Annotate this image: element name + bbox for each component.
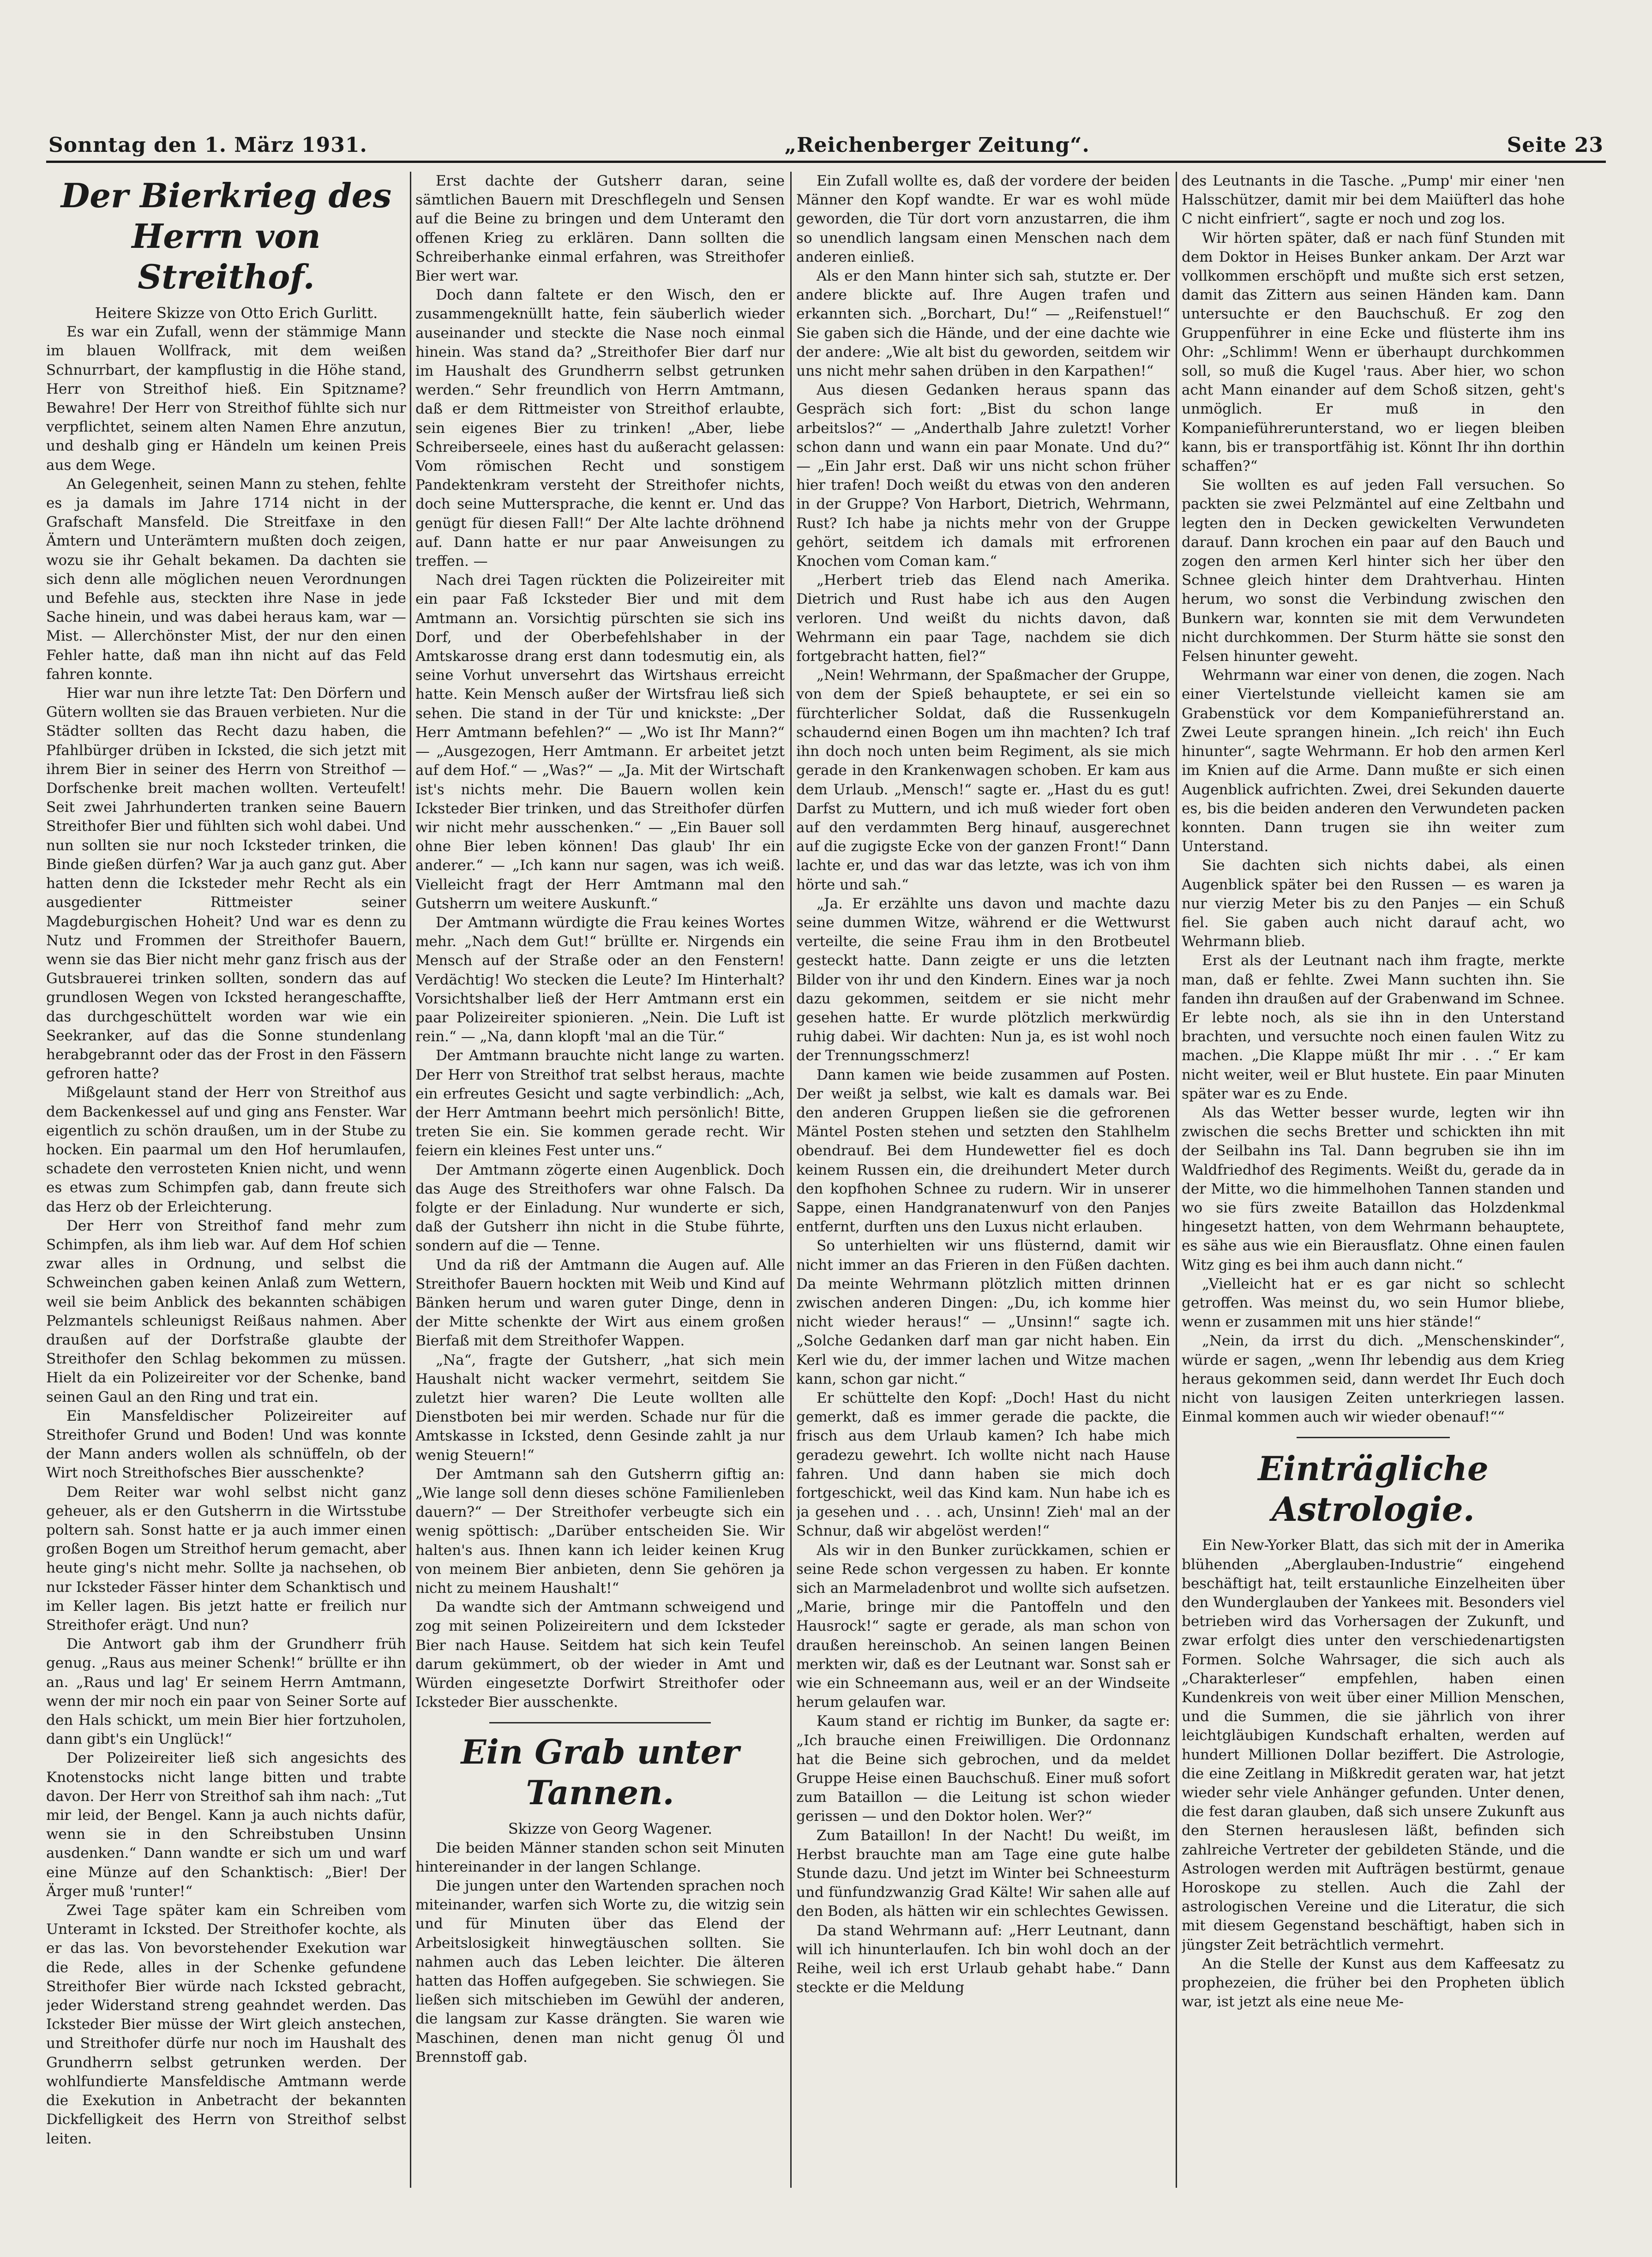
paragraph: „Nein, da irrst du dich. „Menschenskinder“, würde er sagen, „wenn Ihr lebendig aus dem Krieg heraus gekommen seid, dann werdet Ihr Euch doch nicht von lausigen Zeiten unterkriegen lassen. Einmal kommen auch wir wieder obenauf!““ <box>1182 1333 1565 1426</box>
paragraph: „Vielleicht hat er es gar nicht so schlecht getroffen. Was meinst du, wo sein Humor bliebe, wenn er zusammen mit uns hier stände!“ <box>1182 1275 1565 1331</box>
article-body-grab-part1 <box>415 1839 785 2067</box>
paragraph: Aus diesen Gedanken heraus spann das Gespräch sich fort: „Bist du schon lange arbeitslos?“ — „Anderthalb Jahre zuletzt! Vorher schon dann und wann ein paar Monate. Und du?“ — „Ein Jahr erst. Daß wir uns nicht schon früher hier trafen! Doch weißt du etwas von den anderen in der Gruppe? Von Harbort, Dietrich, Wehrmann, Rust? Ich habe ja nichts mehr von der Gruppe gehört, seitdem ich damals mit erfrorenen Knochen vom Coman kam.“ <box>796 382 1170 570</box>
article-byline-grab-unter-tannen: Skizze von Georg Wagener. <box>508 1820 713 1838</box>
column-rule <box>790 172 792 2188</box>
paragraph: Da stand Wehrmann auf: „Herr Leutnant, dann will ich hinunterlaufen. Ich bin wohl doch an der Reihe, weil ich erst Urlaub gehabt habe.“ Dann steckte er die Meldung <box>796 1922 1170 1996</box>
column-rule <box>410 172 411 2188</box>
paragraph: Ein Mansfeldischer Polizeireiter auf Streithofer Grund und Boden! Und was konnte der Mann anders wollen als schnüffeln, ob der Wirt noch Streithofsches Bier ausschenkte? <box>46 1407 406 1482</box>
paragraph: Der Amtmann zögerte einen Augenblick. Doch das Auge des Streithofers war ohne Falsch. Da folgte er der Einladung. Nur wunderte er sich, daß der Gutsherr ihn nicht in die Stube führte, sondern auf die — Tenne. <box>415 1161 785 1255</box>
paragraph: An Gelegenheit, seinen Mann zu stehen, fehlte es ja damals im Jahre 1714 nicht in der Grafschaft Mansfeld. Die Streitfaxe in den Ämtern und Unterämtern mußten doch zeigen, wozu sie ihr Gehalt bekamen. Da dachten sie sich denn alle möglichen neuen Verordnungen und Befehle aus, steckten ihre Nase in jede Sache hinein, und was dabei heraus kam, war — Mist. — Allerchönster Mist, der nur den einen Fehler hatte, daß man ihn nicht auf das Feld fahren konnte. <box>46 475 406 683</box>
column-rule <box>1176 172 1177 2188</box>
article-body-astrologie <box>1182 1536 1565 2011</box>
paragraph: Die jungen unter den Wartenden sprachen noch miteinander, warfen sich Worte zu, die witzig sein und für Minuten über das Elend der Arbeitslosigkeit hinwegtäuschen sollten. Sie nahmen auch das Leben leichter. Die älteren hatten das Hoffen aufgegeben. Sie schwiegen. Sie ließen sich mitschieben im Gewühl der anderen, die langsam zur Kasse drängten. Sie waren wie Maschinen, denen man nicht genug Öl und Brennstoff gab. <box>415 1878 785 2065</box>
paragraph: Sie dachten sich nichts dabei, als einen Augenblick später bei den Russen — es waren ja nur vierzig Meter bis zu den Panjes — ein Schuß fiel. Sie gaben auch nicht darauf acht, wo Wehrmann blieb. <box>1182 857 1565 950</box>
header-rule <box>46 161 1606 163</box>
article-body-bierkrieg-part2 <box>415 172 785 1712</box>
column-1 <box>46 172 406 2188</box>
paragraph: Der Herr von Streithof fand mehr zum Schimpfen, als ihm lieb war. Auf dem Hof schien zwar alles in Ordnung, und selbst die Schweinchen gaben keinen Anlaß zum Wettern, weil sie beim Anblick des bekannten schäbigen Pelzmantels schleunigst Reißaus nahmen. Aber draußen auf der Dorfstraße glaubte der Streithofer den Schlag bekommen zu müssen. Hielt da ein Polizeireiter vor der Schenke, band seinen Gaul an den Ring und trat ein. <box>46 1217 406 1405</box>
paragraph: Der Amtmann würdigte die Frau keines Wortes mehr. „Nach dem Gut!“ brüllte er. Nirgends ein Mensch auf der Straße oder an den Fenstern! Verdächtig! Wo stecken die Leute? Im Hinterhalt? Vorsichtshalber ließ der Herr Amtmann erst ein paar Polizeireiter spionieren. „Nein. Die Luft ist rein.“ — „Na, dann klopft 'mal an die Tür.“ <box>415 914 785 1045</box>
paragraph: Kaum stand er richtig im Bunker, da sagte er: „Ich brauche einen Freiwilligen. Die Ordonnanz hat die Beine sich gebrochen, und da meldet Gruppe Heise einen Bauchschuß. Einer muß sofort zum Bataillon — die Leitung ist schon wieder gerissen — und den Doktor holen. Wer?“ <box>796 1713 1170 1825</box>
column-3 <box>796 172 1170 2188</box>
paragraph: Als wir in den Bunker zurückkamen, schien er seine Rede schon vergessen zu haben. Er konnte sich an Marmeladenbrot und wollte sich aufsetzen. „Marie, bringe mir die Pantoffeln und den Hausrock!“ sagte er gerade, als man schon von draußen hereinschob. An seinen langen Beinen merkten wir, daß es der Leutnant war. Sonst sah er wie ein Schneemann aus, weil er an der Windseite herum gelaufen war. <box>796 1542 1170 1711</box>
article-body-grab-part3 <box>1182 172 1565 1427</box>
paragraph: Nach drei Tagen rückten die Polizeireiter mit ein paar Faß Icksteder Bier und mit dem Amtmann an. Vorsichtig pürschten sie sich ins Dorf, und der Oberbefehlshaber in der Amtskarosse drang erst dann todesmutig ein, als seine Vorhut unversehrt das Wirtshaus erreicht hatte. Kein Mensch außer der Wirtsfrau ließ sich sehen. Die stand in der Tür und knickste: „Der Herr Amtmann befehlen?“ — „Wo ist Ihr Mann?“ — „Ausgezogen, Herr Amtmann. Er arbeitet jetzt auf dem Hof.“ — „Was?“ — „Ja. Mit der Wirtschaft ist's nichts mehr. Die Bauern wollen kein Icksteder Bier trinken, und das Streithofer dürfen wir nicht mehr ausschenken.“ — „Ein Bauer soll ohne Bier leben können! Das glaub' Ihr ein anderer.“ — „Ich kann nur sagen, was ich weiß. Vielleicht fragt der Herr Amtmann mal den Gutsherrn um weitere Auskunft.“ <box>415 572 785 912</box>
paragraph: Mißgelaunt stand der Herr von Streithof aus dem Backenkessel auf und ging ans Fenster. War eigentlich zu schön draußen, um in der Stube zu hocken. Ein paarmal um den Hof herumlaufen, schadete den verrosteten Knien nicht, und wenn es etwas zum Schimpfen gab, dann freute sich das Herz ob der Erleichterung. <box>46 1084 406 1215</box>
paragraph: Es war ein Zufall, wenn der stämmige Mann im blauen Wollfrack, mit dem weißen Schnurrbart, der kampflustig in die Höhe stand, Herr von Streithof hieß. Ein Spitzname? Bewahre! Der Herr von Streithof fühlte sich nur verpflichtet, seinem alten Namen Ehre anzutun, und deshalb ging er Händeln um keinen Preis aus dem Wege. <box>46 324 406 474</box>
paragraph: „Na“, fragte der Gutsherr, „hat sich mein Haushalt nicht wacker vermehrt, seitdem Sie zuletzt hier waren? Die Leute wollten alle Dienstboten bei mir werden. Schade nur für die Amtskasse in Icksted, denn Gesinde zahlt ja nur wenig Steuern!“ <box>415 1351 785 1464</box>
header-date: Sonntag den 1. März 1931. <box>48 133 367 157</box>
paragraph: Dann kamen wie beide zusammen auf Posten. Der weißt ja selbst, wie kalt es damals war. Bei den anderen Gruppen ließen sie die gefrorenen Mäntel Posten stehen und setzten den Stahlhelm obendrauf. Bei dem Hundewetter fiel es doch keinem Russen ein, die dreihundert Meter durch den kopfhohen Schnee zu rudern. Wir in unserer Sappe, einen Handgranatenwurf von den Panjes entfernt, durften uns den Luxus nicht erlauben. <box>796 1066 1170 1236</box>
paragraph: „Nein! Wehrmann, der Spaßmacher der Gruppe, von dem der Spieß behauptete, er sei ein so fürchterlicher Soldat, daß die Russenkugeln schaudernd einen Bogen um ihn machten? Ich traf ihn doch noch unten beim Regiment, als sie mich gerade in den Krankenwagen schoben. Er kam aus dem Urlaub. „Mensch!“ sagte er. „Hast du es gut! Darfst zu Muttern, und ich muß wieder fort oben auf den verdammten Berg hinauf, ausgerechnet auf die zugigste Ecke von der ganzen Front!“ Dann lachte er, und das war das letzte, was ich von ihm hörte und sah.“ <box>796 667 1170 893</box>
column-4 <box>1182 172 1565 2188</box>
column-2 <box>415 172 785 2188</box>
paragraph: Ein New-Yorker Blatt, das sich mit der in Amerika blühenden „Aberglauben-Industrie“ eingehend beschäftigt hat, teilt erstaunliche Einzelheiten über den Wunderglauben der Yankees mit. Besonders viel betrieben wird das Vorhersagen der Zukunft, und zwar erfolgt dies unter den verschiedenartigsten Formen. Solche Wahrsager, die sich auch als „Charakterleser“ empfehlen, haben einen Kundenkreis von weit über einer Million Menschen, und die Summen, die sie jährlich von ihrer leichtgläubigen Kundschaft erhalten, werden auf hundert Millionen Dollar beziffert. Die Astrologie, die eine Zeitlang in Mißkredit geraten war, hat jetzt wieder sehr viele Anhänger gefunden. Unter denen, die fest daran glauben, daß sich unsere Zukunft aus den Sternen herauslesen läßt, befinden sich zahlreiche Vertreter der gebildeten Stände, und die Astrologen werden mit Aufträgen bestürmt, genaue Horoskope zu stellen. Auch die Zahl der astrologischen Vereine und die Literatur, die sich mit diesem Gegenstand beschäftigt, haben sich in jüngster Zeit beträchtlich vermehrt. <box>1182 1537 1565 1953</box>
paragraph: Wir hörten später, daß er nach fünf Stunden mit dem Doktor in Heises Bunker ankam. Der Arzt war vollkommen erschöpft und mußte sich erst setzen, damit das Zittern aus seinen Händen kam. Dann untersuchte er den Bauchschuß. Er zog den Gruppenführer in eine Ecke und flüsterte ihm ins Ohr: „Schlimm! Wenn er überhaupt durchkommen soll, so muß die Kugel 'raus. Aber hier, wo schon acht Mann einander auf dem Schoß sitzen, geht's unmöglich. Er muß in den Kompanieführerunterstand, wo er liegen bleiben kann, bis er transportfähig ist. Könnt Ihr ihn dorthin schaffen?“ <box>1182 229 1565 475</box>
article-separator <box>1297 1437 1450 1438</box>
paragraph: Der Amtmann brauchte nicht lange zu warten. Der Herr von Streithof trat selbst heraus, machte ein erfreutes Gesicht und sagte verbindlich: „Ach, der Herr Amtmann beehrt mich persönlich! Bitte, treten Sie ein. Sie kommen gerade recht. Wir feiern ein kleines Fest unter uns.“ <box>415 1047 785 1159</box>
paragraph: Er schüttelte den Kopf: „Doch! Hast du nicht gemerkt, daß es immer gerade die packte, die frisch aus dem Urlaub kamen? Ich habe mich geradezu gewehrt. Ich wollte nicht nach Hause fahren. Und dann haben sie mich doch fortgeschickt, weil das Kind kam. Nun habe ich es ja gesehen und . . . ach, Unsinn! Zieh' mal an der Schnur, daß wir abgelöst werden!“ <box>796 1390 1170 1540</box>
article-title-bierkrieg: Der Bierkrieg des Herrn von Streithof. <box>60 176 392 296</box>
paragraph: Wehrmann war einer von denen, die zogen. Nach einer Viertelstunde vielleicht kamen sie am Grabenstück vor dem Kompanieführerstand an. Zwei Leute sprangen hinein. „Ich reich' ihn Euch hinunter“, sagte Wehrmann. Er hob den armen Kerl im Knien auf die Arme. Dann mußte er sich einen Augenblick aufrichten. Zwei, drei Sekunden dauerte es, bis die beiden anderen den Verwundeten packen konnten. Dann trugen sie ihn weiter zum Unterstand. <box>1182 667 1565 855</box>
paragraph: So unterhielten wir uns flüsternd, damit wir nicht immer an das Frieren in den Füßen dachten. Da meinte Wehrmann plötzlich mitten drinnen zwischen anderen Dingen: „Du, ich komme hier nicht wieder heraus!“ — „Unsinn!“ sagte ich. „Solche Gedanken darf man gar nicht haben. Ein Kerl wie du, der immer lachen und Witze machen kann, schon gar nicht.“ <box>796 1237 1170 1387</box>
paragraph: Der Polizeireiter ließ sich angesichts des Knotenstocks nicht lange bitten und trabte davon. Der Herr von Streithof sah ihm nach: „Tut mir leid, der Bengel. Kann ja auch nichts dafür, wenn sie in den Schreibstuben Unsinn ausdenken.“ Dann wandte er sich um und warf eine Münze auf den Schanktisch: „Bier! Der Ärger muß 'runter!“ <box>46 1750 406 1900</box>
paragraph: Und da riß der Amtmann die Augen auf. Alle Streithofer Bauern hockten mit Weib und Kind auf Bänken herum und waren guter Dinge, denn in der Mitte schenkte der Wirt aus einem großen Bierfaß mit dem Streithofer Wappen. <box>415 1256 785 1350</box>
article-title-grab-unter-tannen: Ein Grab unter Tannen. <box>461 1732 739 1813</box>
paragraph: Als er den Mann hinter sich sah, stutzte er. Der andere blickte auf. Ihre Augen trafen und erkannten sich. „Borchart, Du!“ — „Reifenstuel!“ Sie gaben sich die Hände, und der eine dachte wie der andere: „Wie alt bist du geworden, seitdem wir uns nicht mehr sahen drüben in den Karpathen!“ <box>796 268 1170 380</box>
paragraph: Zum Bataillon! In der Nacht! Du weißt, im Herbst brauchte man am Tage eine gute halbe Stunde dazu. Und jetzt im Winter bei Schneesturm und fünfundzwanzig Grad Kälte! Wir sahen alle auf den Boden, als hätten wir ein schlechtes Gewissen. <box>796 1827 1170 1920</box>
article-title-astrologie: Einträgliche Astrologie. <box>1258 1449 1489 1529</box>
paragraph: Erst dachte der Gutsherr daran, seine sämtlichen Bauern mit Dreschflegeln und Sensen auf die Beine zu bringen und dem Unteramt den offenen Krieg zu erklären. Dann sollten die Schreiberhanke einmal erfahren, was Streithofer Bier wert war. <box>415 173 785 285</box>
paragraph: „Herbert trieb das Elend nach Amerika. Dietrich und Rust habe ich aus den Augen verloren. Und weißt du nichts davon, daß Wehrmann ein paar Tage, nachdem sie dich fortgebracht hatten, fiel?“ <box>796 572 1170 665</box>
paragraph: An die Stelle der Kunst aus dem Kaffeesatz zu prophezeien, die früher bei den Propheten üblich war, ist jetzt als eine neue Me- <box>1182 1955 1565 2011</box>
paragraph: Als das Wetter besser wurde, legten wir ihn zwischen die sechs Bretter und schickten ihn mit der Seilbahn ins Tal. Dann begruben sie ihn im Waldfriedhof des Regiments. Weißt du, gerade da in der Mitte, wo die himmelhohen Tannen standen und wo sie fürs zweite Bataillon das Holzdenkmal hingesetzt hatten, von dem Wehrmann behauptete, es sähe aus wie ein Bierausflatz. Ohne einen faulen Witz ging es bei ihm auch dann nicht.“ <box>1182 1104 1565 1273</box>
paragraph: „Ja. Er erzählte uns davon und machte dazu seine dummen Witze, während er die Wettwurst verteilte, die seine Frau ihm in den Brotbeutel gesteckt hatte. Dann zeigte er uns die letzten Bilder von ihr und den Kindern. Eines war ja noch dazu gekommen, seitdem er sie nicht mehr gesehen hatte. Er wurde plötzlich merkwürdig ruhig dabei. Wir dachten: Nun ja, es ist wohl noch der Trennungsschmerz! <box>796 895 1170 1064</box>
paragraph: Die beiden Männer standen schon seit Minuten hintereinander in der langen Schlange. <box>415 1839 785 1875</box>
paragraph: Dem Reiter war wohl selbst nicht ganz geheuer, als er den Gutsherrn in die Wirtsstube poltern sah. Sonst hatte er ja auch immer einen großen Bogen um Streithof herum gemacht, aber heute ging's nicht mehr. Sollte ja nachsehen, ob nur Icksteder Fässer hinter dem Schanktisch und im Keller lagen. Bis jetzt hatte er freilich nur Streithofer erägt. Und nun? <box>46 1483 406 1634</box>
page-header <box>48 125 1604 157</box>
paragraph: Erst als der Leutnant nach ihm fragte, merkte man, daß er fehlte. Zwei Mann suchten ihn. Sie fanden ihn draußen auf der Grabenwand im Schnee. Er lebte noch, als sie ihn in den Unterstand brachten, und versuchte noch einen faulen Witz zu machen. „Die Klappe müßt Ihr mir . . .“ Er kam nicht weiter, weil er Blut hustete. Ein paar Minuten später war es zu Ende. <box>1182 952 1565 1102</box>
paragraph: Da wandte sich der Amtmann schweigend und zog mit seinen Polizeireitern und dem Icksteder Bier nach Hause. Seitdem hat sich kein Teufel darum gekümmert, ob der wieder in Amt und Würden eingesetzte Dorfwirt Streithofer oder Icksteder Bier ausschenkte. <box>415 1599 785 1711</box>
paragraph: Ein Zufall wollte es, daß der vordere der beiden Männer den Kopf wandte. Er war es wohl müde geworden, die Tür dort vorn anzustarren, die ihm so unendlich langsam einen Menschen nach dem anderen einließ. <box>796 173 1170 265</box>
paragraph: Doch dann faltete er den Wisch, den er zusammengeknüllt hatte, fein säuberlich wieder auseinander und steckte die Nase noch einmal hinein. Was stand da? „Streithofer Bier darf nur im Haushalt des Grundherrn selbst getrunken werden.“ Sehr freundlich von Herrn Amtmann, daß er dem Rittmeister von Streithof erlaubte, sein eigenes Bier zu trinken! „Aber, liebe Schreiberseele, eines hast du außeracht gelassen: Vom römischen Recht und sonstigem Pandektenkram versteht der Streithofer nichts, doch seine Muttersprache, die kennt er. Und das genügt für diesen Fall!“ Der Alte lachte dröhnend auf. Dann hatte er nur paar Anweisungen zu treffen. — <box>415 287 785 570</box>
header-page-number: Seite 23 <box>1507 133 1604 157</box>
paragraph: Sie wollten es auf jeden Fall versuchen. So packten sie zwei Pelzmäntel auf eine Zeltbahn und legten den in Decken gewickelten Verwundeten darauf. Dann krochen ein paar auf den Bauch und zogen den armen Kerl hinter sich her über den Schnee gleich hinter dem Drahtverhau. Hinten herum, wo sonst die Verbindung zwischen den Bunkern war, konnten sie mit dem Verwundeten nicht durchkommen. Der Sturm hätte sie sonst den Felsen hinunter geweht. <box>1182 477 1565 665</box>
article-byline-bierkrieg: Heitere Skizze von Otto Erich Gurlitt. <box>95 304 378 322</box>
paragraph: des Leutnants in die Tasche. „Pump' mir einer 'nen Halsschützer, damit mir bei dem Maiüfterl das hohe C nicht einfriert“, sagte er noch und zog los. <box>1182 173 1565 228</box>
paragraph: Die Antwort gab ihm der Grundherr früh genug. „Raus aus meiner Schenk!“ brüllte er ihn an. „Raus und lag' Er seinem Herrn Amtmann, wenn der mir noch ein paar von Seiner Sorte auf den Hals schickt, um mein Bier hier fortzuholen, dann gibt's ein Unglück!“ <box>46 1636 406 1748</box>
paragraph: Der Amtmann sah den Gutsherrn giftig an: „Wie lange soll denn dieses schöne Familienleben dauern?“ — Der Streithofer verbeugte sich ein wenig spöttisch: „Darüber entscheiden Sie. Wir halten's aus. Ihnen kann ich leider keinen Krug von meinem Bier anbieten, denn Sie gehören ja nicht zu meinem Haushalt!“ <box>415 1465 785 1597</box>
article-body-grab-part2 <box>796 172 1170 1998</box>
article-body-bierkrieg-part1 <box>46 323 406 2149</box>
article-separator <box>489 1722 711 1723</box>
paragraph: Zwei Tage später kam ein Schreiben vom Unteramt in Icksted. Der Streithofer kochte, als er das las. Von bevorstehender Exekution war die Rede, alles in der Schenke gefundene Streithofer Bier würde nach Icksted gebracht, jeder Widerstand streng geahndet werden. Das Icksteder Bier müsse der Wirt gleich anstechen, und Streithofer dürfe nur noch im Haushalt des Grundherrn selbst getrunken werden. Der wohlfundierte Mansfeldische Amtmann werde die Exekution in Anbetracht der bekannten Dickfelligkeit des Herrn von Streithof selbst leiten. <box>46 1902 406 2147</box>
header-newspaper-name: „Reichenberger Zeitung“. <box>784 133 1090 157</box>
paragraph: Hier war nun ihre letzte Tat: Den Dörfern und Gütern wollten sie das Brauen verbieten. Nur die Städter sollten das Recht dazu haben, die Pfahlbürger drüben in Icksted, die sich jetzt mit ihrem Bier in seiner des Herrn von Streithof — Dorfschenke breit machen wollten. Verteufelt! Seit zwei Jahrhunderten tranken seine Bauern Streithofer Bier und fühlten sich wohl dabei. Und nun sollten sie nur noch Icksteder trinken, die Binde gießen dürfen? War ja auch ganz gut. Aber hatten denn die Icksteder mehr Recht als ein ausgedienter Rittmeister seiner Magdeburgischen Hoheit? Und war es denn zu Nutz und Frommen der Streithofer Bauern, wenn sie das Bier nicht mehr ganz frisch aus der Gutsbrauerei trinken sollten, sondern das auf grundlosen Wegen von Icksted herangeschaffte, das durchgeschüttelt worden war wie ein Seekranker, auf das die Sonne stundenlang herabgebrannt oder das der Frost in den Fässern gefroren hatte? <box>46 685 406 1082</box>
